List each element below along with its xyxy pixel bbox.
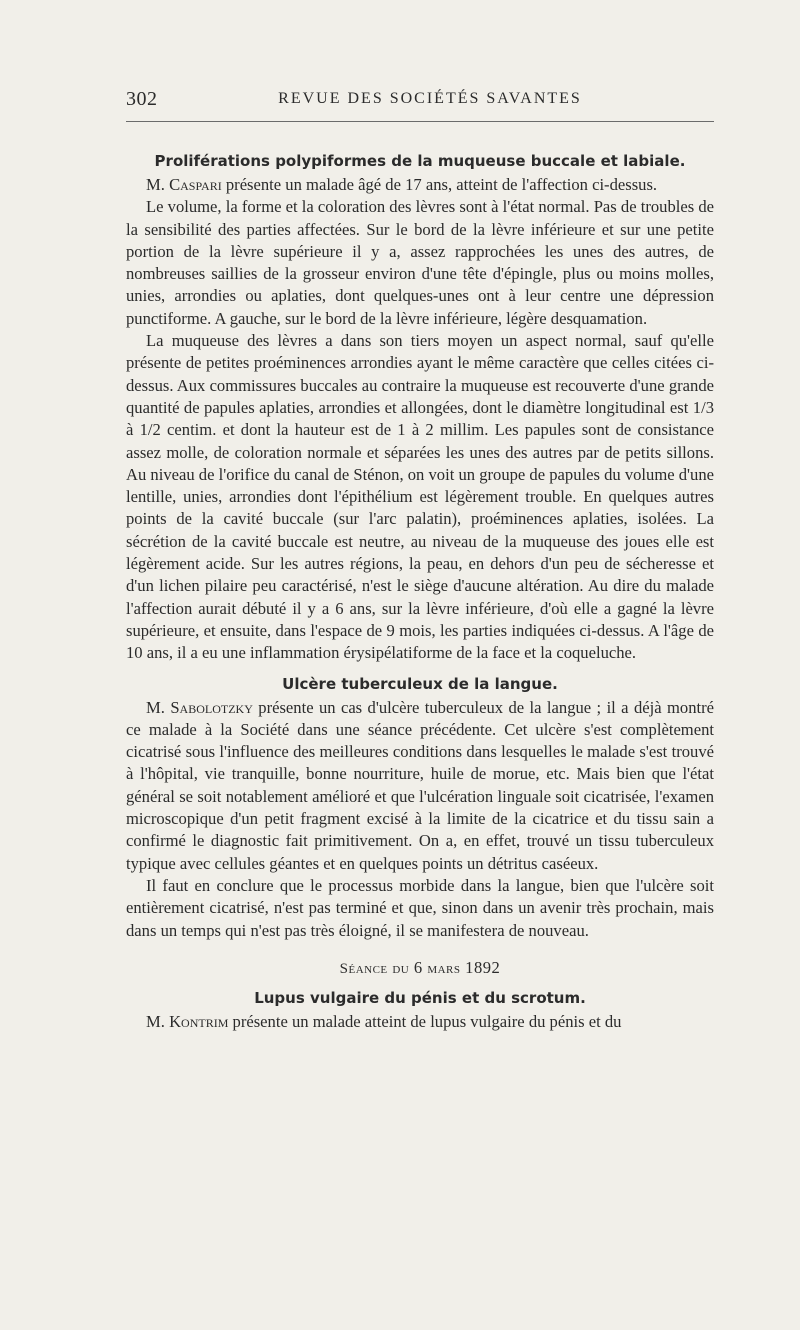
paragraph-text: présente un malade âgé de 17 ans, atteint de l'affection ci-dessus. — [221, 175, 658, 194]
paragraph: Le volume, la forme et la coloration des lèvres sont à l'état normal. Pas de troubles de la sensibilité des parties affectées. Sur le bord de la lèvre inférieure et sur une petite portion de la lèvre supérieure il y a, assez rapprochées les unes des autres, de nombreuses saillies de la grosseur environ d'une tête d'épingle, plus ou moins molles, unies, arrondies ou aplaties, dont quelques-unes ont à leur centre une dépression punctiforme. A gauche, sur le bord de la lèvre inférieure, légère desquamation. — [126, 197, 714, 328]
paragraph-text: présente un cas d'ulcère tuberculeux de la langue ; il a déjà montré ce malade à la Société dans une séance précédente. Cet ulcère s'est complètement cicatrisé sous l'influence des meilleures conditions dans lesquelles le malade s'est trouvé à l'hôpital, vie tranquille, bonne nourriture, huile de morue, etc. Mais bien que l'état général se soit notablement amélioré et que l'ulcération linguale soit cicatrisée, l'examen microscopique d'un petit fragment excisé à la limite de la cicatrice et du tissu sain a confirmé le diagnostic fait primitivement. On a, en effet, trouvé un tissu tuberculeux typique avec cellules géantes et en quelques points un détritus caséeux. — [126, 697, 714, 873]
speaker-prefix: M. — [146, 175, 170, 194]
seance-month: mars — [427, 960, 461, 977]
page-header — [126, 86, 714, 116]
paragraph-text: présente un malade atteint de lupus vulgaire du pénis et du — [228, 1011, 622, 1031]
seance-heading — [126, 956, 714, 981]
paragraph: La muqueuse des lèvres a dans son tiers moyen un aspect normal, sauf qu'elle présente de petites proéminences arrondies ayant le même caractère que celles citées ci-dessus. Aux commissures buccales au contraire la muqueuse est recouverte d'une grande quantité de papules aplaties, arrondies et allongées, dont le diamètre longitudinal est 1/3 à 1/2 centim. et dont la hauteur est de 1 à 2 millim. Les papules sont de consistance assez molle, de coloration normale et séparées les unes des autres par de petits sillons. Au niveau de l'orifice du canal de Sténon, on voit un groupe de papules du volume d'une lentille, unies, arrondies dont l'épithélium est légèrement trouble. En quelques autres points de la cavité buccale (sur l'arc palatin), proéminences aplaties, isolées. La sécrétion de la cavité buccale est neutre, au niveau de la muqueuse des joues elle est légèrement acide. Sur les autres régions, la peau, en dehors d'un peu de sécheresse et d'un lichen pilaire peu caractérisé, n'est le siège d'aucune altération. Au dire du malade l'affection aurait débuté il y a 6 ans, sur la lèvre inférieure, d'où elle a gagné la lèvre supérieure, et ensuite, dans l'espace de 9 mois, les parties indiquées ci-dessus. A l'âge de 10 ans, il a eu une inflammation érysipélatiforme de la face et la coqueluche. — [126, 331, 714, 663]
paragraph — [126, 1011, 714, 1033]
seance-day: 6 — [413, 957, 423, 977]
speaker-name: Caspari — [169, 175, 222, 194]
paragraph — [126, 174, 714, 196]
section-title: Proliférations polypiformes de la muqueuse buccale et labiale. — [154, 152, 686, 170]
speaker-prefix: M. — [146, 1011, 170, 1031]
paragraph: Il faut en conclure que le processus morbide dans la langue, bien que l'ulcère soit entièrement cicatrisé, n'est pas terminé et que, sinon dans un avenir très prochain, mais dans un temps qui n'est pas très éloigné, il se manifestera de nouveau. — [126, 875, 714, 940]
speaker-name: Sabolotzky — [170, 697, 253, 717]
speaker-prefix: M. — [146, 697, 171, 717]
running-title: REVUE DES SOCIÉTÉS SAVANTES — [278, 90, 582, 107]
seance-du: du — [392, 960, 410, 977]
seance-word: Séance — [339, 960, 388, 977]
header-rule — [126, 121, 714, 122]
page-number: 302 — [126, 88, 158, 110]
seance-year: 1892 — [465, 957, 501, 977]
article-body — [126, 148, 714, 1033]
paragraph — [126, 697, 714, 875]
section-title: Lupus vulgaire du pénis et du scrotum. — [254, 988, 586, 1007]
speaker-name: Kontrim — [169, 1011, 229, 1031]
section-title: Ulcère tuberculeux de la langue. — [282, 674, 558, 693]
